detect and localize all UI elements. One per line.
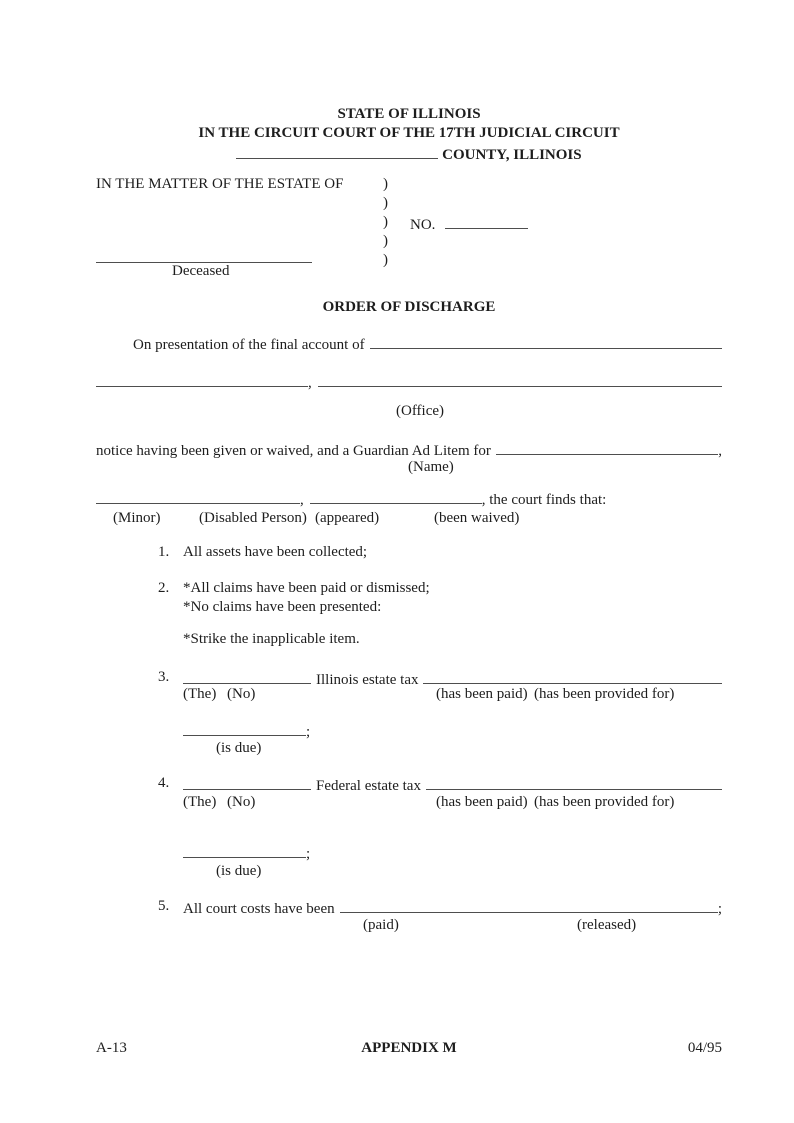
- decedent-name-field[interactable]: [96, 248, 312, 263]
- name-label: (Name): [408, 459, 454, 475]
- strike-note-text: *Strike the inapplicable item.: [183, 631, 360, 647]
- item-3-number: 3.: [158, 669, 170, 685]
- comma-separator: ,: [308, 375, 312, 391]
- header-county-suffix: COUNTY, ILLINOIS: [442, 147, 582, 163]
- guardian-text: notice having been given or waived, and a Guardian Ad Litem for: [96, 443, 491, 459]
- item-3-provided-label: (has been provided for): [534, 686, 675, 702]
- item-5-captions-line: [96, 916, 722, 935]
- caption-paren: ): [383, 176, 388, 192]
- finds-captions-line: [96, 509, 722, 528]
- office-label: (Office): [396, 403, 445, 419]
- item-5-number: 5.: [158, 898, 170, 914]
- minor-label: (Minor): [113, 510, 161, 526]
- federal-tax-due-field[interactable]: [183, 842, 306, 858]
- header-court-line: IN THE CIRCUIT COURT OF THE 17TH JUDICIAL CIRCUIT: [198, 125, 620, 141]
- item-5-semicolon: ;: [717, 901, 722, 917]
- deceased-label: Deceased: [172, 263, 230, 279]
- item-4-provided-label: (has been provided for): [534, 794, 675, 810]
- case-caption: [96, 175, 722, 287]
- representative-name2-field[interactable]: [96, 371, 308, 387]
- footer-appendix-label: APPENDIX M: [361, 1040, 457, 1056]
- item-3-tax-text: Illinois estate tax: [316, 672, 419, 688]
- item-5-text: All court costs have been: [183, 901, 335, 917]
- representative-name-field[interactable]: [370, 333, 722, 349]
- case-number-label: NO.: [410, 217, 436, 233]
- item-4-is-due-label: (is due): [216, 863, 262, 879]
- guardian-name-field[interactable]: [496, 439, 718, 455]
- item-4-paid-label: (has been paid): [436, 794, 528, 810]
- item-3-paid-label: (has been paid): [436, 686, 528, 702]
- office-caption-line: [96, 402, 722, 421]
- case-number-group: [410, 213, 528, 235]
- item-1-text: All assets have been collected;: [183, 544, 368, 560]
- item-2-line-1: *All claims have been paid or dismissed;: [183, 580, 430, 596]
- illinois-tax-status-field[interactable]: [423, 668, 722, 684]
- appeared-waived-field[interactable]: [310, 488, 482, 504]
- finding-item-2: [96, 579, 722, 617]
- been-waived-label: (been waived): [434, 510, 520, 526]
- office-field[interactable]: [318, 371, 722, 387]
- court-finds-line: [96, 488, 722, 510]
- form-header: [96, 105, 722, 165]
- caption-paren: ): [383, 195, 388, 211]
- caption-paren: ): [383, 252, 388, 268]
- comma-separator: ,: [718, 443, 722, 459]
- county-name-field[interactable]: [236, 143, 438, 159]
- item-4-tax-text: Federal estate tax: [316, 778, 421, 794]
- item-4-number: 4.: [158, 775, 170, 791]
- court-costs-field[interactable]: [340, 897, 718, 913]
- illinois-tax-the-no-field[interactable]: [183, 668, 311, 684]
- caption-paren: ): [383, 214, 388, 230]
- item-3-semicolon: ;: [306, 724, 311, 740]
- item-4-is-due-line: [96, 842, 722, 864]
- item-4-is-due-caption: [96, 862, 722, 881]
- header-state-line: STATE OF ILLINOIS: [337, 106, 481, 122]
- item-5-released-label: (released): [577, 917, 637, 933]
- page-footer: [96, 1039, 722, 1058]
- item-2-number: 2.: [158, 580, 170, 596]
- order-title: ORDER OF DISCHARGE: [322, 299, 496, 315]
- item-4-captions-line: [96, 793, 722, 812]
- finding-item-1: [96, 543, 722, 562]
- caption-paren-column: [383, 175, 388, 270]
- strike-note-line: [96, 630, 722, 649]
- comma-separator: ,: [300, 492, 304, 508]
- item-4-no-label: (No): [227, 794, 256, 810]
- item-4-the-label: (The): [183, 794, 217, 810]
- caption-matter-text: IN THE MATTER OF THE ESTATE OF: [96, 176, 344, 192]
- court-finds-text: , the court finds that:: [481, 492, 607, 508]
- name-caption-line: [96, 458, 722, 477]
- item-3-no-label: (No): [227, 686, 256, 702]
- illinois-tax-due-field[interactable]: [183, 720, 306, 736]
- item-1-number: 1.: [158, 544, 170, 560]
- item-4-semicolon: ;: [306, 846, 311, 862]
- item-5-paid-label: (paid): [363, 917, 399, 933]
- footer-revision-date: 04/95: [687, 1040, 722, 1056]
- appeared-label: (appeared): [315, 510, 380, 526]
- presentation-line: [96, 333, 722, 355]
- item-2-line-2: *No claims have been presented:: [183, 599, 382, 615]
- item-3-is-due-caption: [96, 739, 722, 758]
- item-3-the-label: (The): [183, 686, 217, 702]
- footer-page-number: A-13: [96, 1040, 127, 1056]
- disabled-person-label: (Disabled Person): [199, 510, 307, 526]
- minor-disabled-field[interactable]: [96, 488, 300, 504]
- representative-office-line: [96, 371, 722, 393]
- case-number-field[interactable]: [445, 213, 528, 229]
- header-county-line: [96, 143, 722, 165]
- federal-tax-status-field[interactable]: [426, 774, 722, 790]
- caption-paren: ): [383, 233, 388, 249]
- federal-tax-the-no-field[interactable]: [183, 774, 311, 790]
- presentation-text: On presentation of the final account of: [133, 337, 365, 353]
- item-3-captions-line: [96, 685, 722, 704]
- item-3-is-due-label: (is due): [216, 740, 262, 756]
